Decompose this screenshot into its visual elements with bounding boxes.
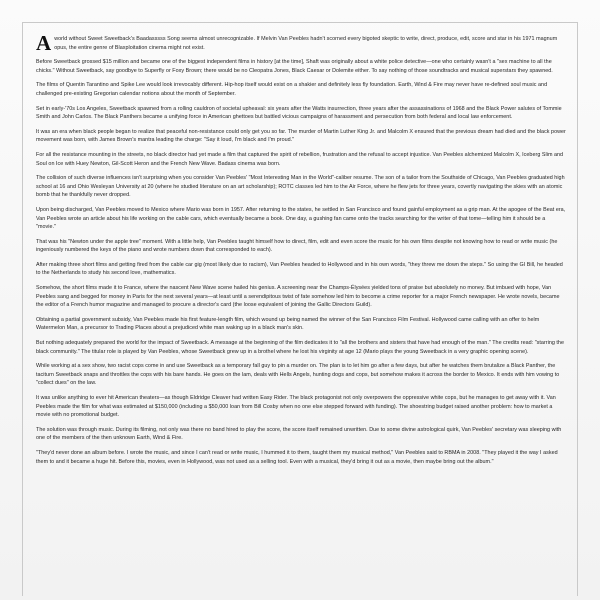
paragraph: The films of Quentin Tarantino and Spike Lee would look irrevocably different. Hip-hop itself would exist on a shakier and definitely less fly foundation. Earth, Wind & Fire may never have re-defined soul music and challenged pre-existing Gregorian calendar notions about the month of September. bbox=[36, 82, 548, 97]
paragraph: Somehow, the short films made it to France, where the nascent New Wave scene hailed his genius. A screening near the Champs-Élysées yielded tons of praise but absolutely no money. But imbued with hope, Van Peebles sang and begged for money in Paris for the next several years—at least until a serendipitous twist of fate somehow led him to become a crime reporter for a major French newspaper. He wrote novels, became the editor of a French humor magazine and managed to procure a director's card (the loose equivalent of joining the Gallic Directors Guild). bbox=[36, 285, 560, 309]
paragraph: It was an era when black people began to realize that peaceful non-resistance could only get you so far. The murder of Martin Luther King Jr. and Malcolm X ensured that the previous dream had died and the black power movement was born, with James Brown's mantra leading the charge: "Say it loud, I'm black and I'm proud." bbox=[36, 128, 566, 144]
paragraph: Set in early-'70s Los Angeles, Sweetback spawned from a rolling cauldron of societal upheaval: six years after the Watts insurrection, three years after the assassinations of 1968 and the Black Power salutes of Tommie Smith and John Carlos. The Black Panthers became a unifying force in American ghettoes but battled vicious campaigns of harassment and persecution from both federal and local law enforcement. bbox=[36, 105, 562, 121]
paragraph: Upon being discharged, Van Peebles moved to Mexico where Mario was born in 1957. After returning to the states, he settled in San Francisco and found gainful employment as a grip man. At the apogee of the Beat era, Van Peebles wrote an article about his life working on the cable cars, which eventually became a book. One day, a gushing fan came onto the tracks searching for the writer of that tome—telling him it should be a "movie." bbox=[36, 206, 566, 231]
paragraph: After making three short films and getting fired from the cable car gig (most likely due to racism), Van Peebles headed to Hollywood and in his own words, "they threw me down the steps." So using the GI Bill, he headed to the Netherlands to study his second love, mathematics. bbox=[36, 261, 563, 277]
paragraph: It was unlike anything to ever hit American theaters—as though Eldridge Cleaver had written Easy Rider. The black protagonist not only overpowers the oppressive white cops, but he manages to get away with it. Van Peebles made the film for what was estimated at $150,000 (including a $50,000 loan from Bill Cosby when no one else stepped forward with funding). The shoestring budget raised another problem: how to market a movie with no promotional budget. bbox=[36, 395, 556, 419]
paragraph: Obtaining a partial government subsidy, Van Peebles made his first feature-length film, which wound up being named the winner of the San Francisco Film Festival. Hollywood came calling with an offer to helm Watermelon Man, a precursor to Trading Places about a prejudiced white man waking up in a black man's skin. bbox=[36, 316, 540, 332]
paragraph: For all the resistance mounting in the streets, no black director had yet made a film that captured the spirit of rebellion, frustration and the refusal to accept injustice. Van Peebles alchemized Malcolm X, Iceberg Slim and Soul on Ice with Huey Newton, Gil-Scott Heron and the French New Wave. Badass cinema was born. bbox=[36, 151, 564, 167]
article-body bbox=[36, 35, 566, 598]
paragraph: The collision of such diverse influences isn't surprising when you consider Van Peebles' "Most Interesting Man in the World"-caliber resume. The son of a tailor from the Southside of Chicago, Van Peebles graduated high school at 16 and Ohio Wesleyan University at 20 (where he studied literature on an art scholarship); ROTC classes led him to the Air Force, where he flew jets for three years, covertly navigating the skies with an atomic bomb that he thankfully never dropped. bbox=[36, 175, 565, 199]
drop-cap: A bbox=[36, 35, 52, 55]
paragraph: The solution was through music. During its filming, not only was there no band hired to play the score, the score itself remained unwritten. Due to some divine astrological quirk, Van Peebles' secretary was sleeping with one of the members of the then unknown Earth, Wind & Fire. bbox=[36, 426, 562, 442]
paragraph: That was his "Newton under the apple tree" moment. With a little help, Van Peebles taught himself how to direct, film, edit and even score the music for his own films despite not knowing how to read or write music (he ingeniously numbered the keys of the piano and wrote numbers down that corresponded to each). bbox=[36, 238, 558, 254]
lead-paragraph bbox=[36, 35, 566, 55]
paragraph: While working at a sex show, two racist cops come in and use Sweetback as a temporary fall guy to pin a murder on. The plan is to let him go after a few days, but after he watches them brutalize a Black Panther, the taciturn Sweetback snaps and throttles the cops with his bare hands. He goes on the lam, deals with Hells Angels, hunting dogs and cops, but somehow makes it across the border to Mexico. It ends with him vowing to "collect dues" on the law. bbox=[36, 363, 560, 387]
paragraph: Before Sweetback grossed $15 million and became one of the biggest independent films in history [at the time], Shaft was originally about a white police detective—one who certainly wasn't a "sex machine to all the chicks." Without Sweetback, say goodbye to Superfly or Foxy Brown; there would be no Cleopatra Jones, Black Caesar or Dolemite either. To say nothing of those soundtracks and musical superstars they spawned. bbox=[36, 59, 553, 74]
paragraph-text: world without Sweet Sweetback's Baadasssss Song seems almost unrecognizable. If Melvin Van Peebles hadn't scorned every bigoted skeptic to write, direct, produce, edit, score and star in his 1971 magnum opus, the entire genre of Blaxploitation cinema might not exist. bbox=[54, 36, 558, 51]
paragraph: "They'd never done an album before. I wrote the music, and since I can't read or write music, I hummed it to them, taught them my musical method," Van Peebles said to RBMA in 2008. "They played it the way I asked them to and it became a huge hit. Before this, movies, even in Hollywood, was not used as a selling tool. Even with a musical, they'd bring it out as a movie, then maybe bring out the album." bbox=[36, 449, 558, 465]
paragraph: But nothing adequately prepared the world for the impact of Sweetback. A message at the beginning of the film dedicates it to "all the brothers and sisters that have had enough of the man." The credits read: "starring the black community." The titular role is played by Van Peebles, whose Sweetback grew up in a brothel where he lost his virginity at age 12 (Mario plays the young Sweetback in a very graphic opening scene). bbox=[36, 340, 564, 355]
